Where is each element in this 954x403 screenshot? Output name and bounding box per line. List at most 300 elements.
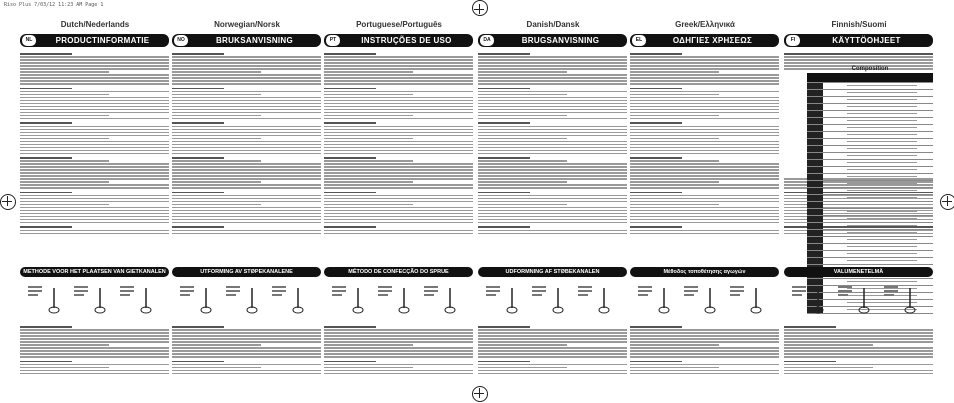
text-line (630, 201, 779, 202)
text-line (324, 370, 473, 371)
text-line (172, 172, 321, 173)
text-line (20, 187, 169, 188)
row-values-line (847, 218, 917, 219)
text-line (20, 115, 109, 116)
text-line (172, 329, 321, 330)
text-line (172, 230, 321, 231)
text-line (630, 126, 779, 127)
text-line (172, 91, 321, 92)
text-line (20, 198, 169, 199)
text-line (630, 112, 779, 113)
text-line (784, 364, 933, 365)
sprue-shape-icon (178, 284, 218, 314)
composition-row (807, 83, 933, 90)
text-line (172, 166, 321, 167)
text-line (20, 126, 169, 127)
text-line (478, 135, 627, 136)
text-line (172, 122, 224, 124)
text-line (172, 80, 321, 81)
text-line (478, 150, 627, 151)
text-line (630, 195, 779, 196)
body-text-block (20, 50, 169, 262)
row-values-line (847, 120, 917, 121)
language-bar (20, 20, 934, 32)
text-line (630, 115, 719, 116)
text-line (324, 219, 473, 220)
row-values-line (847, 127, 917, 128)
text-line (20, 91, 169, 92)
text-line (20, 157, 72, 159)
text-line (630, 367, 719, 368)
sprue-diagram (20, 280, 169, 320)
text-line (478, 338, 627, 339)
row-values-line (847, 197, 917, 198)
text-line (784, 329, 933, 330)
text-line (478, 344, 567, 345)
sprue-shape-icon (882, 284, 922, 314)
text-line (20, 204, 109, 205)
sprue-diagram (324, 280, 473, 320)
text-line (20, 153, 169, 154)
text-line (20, 353, 169, 354)
text-line (324, 338, 473, 339)
text-line (172, 364, 321, 365)
text-line (630, 83, 779, 84)
text-line (478, 115, 567, 116)
sprue-method-norwegian (172, 267, 321, 403)
text-line (478, 71, 567, 72)
sprue-diagram (630, 280, 779, 320)
text-line (478, 222, 627, 223)
text-line (20, 97, 169, 98)
sprue-instructions-text (478, 323, 627, 403)
text-line (324, 178, 473, 179)
text-line (20, 210, 169, 211)
text-line (172, 59, 321, 60)
row-label-block (807, 181, 823, 187)
text-line (478, 169, 627, 170)
composition-row (807, 237, 933, 244)
text-line (172, 112, 321, 113)
sprue-clip-figure (790, 284, 830, 314)
text-line (478, 226, 530, 228)
sprue-shape-icon (118, 284, 158, 314)
body-text-block (478, 50, 627, 262)
composition-row (807, 97, 933, 104)
text-line (172, 94, 261, 95)
composition-row (807, 160, 933, 167)
text-line (630, 172, 779, 173)
text-line (20, 226, 72, 228)
registration-circle-right (940, 194, 954, 210)
text-line (478, 132, 627, 133)
text-line (172, 335, 321, 336)
text-line (478, 175, 627, 176)
text-line (172, 103, 321, 104)
text-line (172, 135, 321, 136)
row-values-line (847, 260, 917, 261)
text-line (630, 97, 779, 98)
text-line (20, 341, 169, 342)
text-line (20, 88, 72, 90)
text-line (20, 53, 72, 55)
text-line (478, 126, 627, 127)
text-line (630, 71, 719, 72)
sprue-method-title: MÉTODO DE CONFECÇÃO DO SPRUE (324, 267, 473, 277)
text-line (20, 106, 169, 107)
composition-row (807, 90, 933, 97)
text-line (324, 126, 473, 127)
text-line (324, 77, 473, 78)
sprue-method-title: METHODE VOOR HET PLAATSEN VAN GIETKANALEN (20, 267, 169, 277)
text-line (478, 350, 627, 351)
text-line (478, 210, 627, 211)
text-line (630, 163, 779, 164)
sprue-method-title: VALUMENETELMÄ (784, 267, 933, 277)
text-line (172, 74, 321, 75)
sprue-clip-figure (330, 284, 370, 314)
text-line (172, 356, 321, 357)
composition-row (807, 111, 933, 118)
text-line (324, 172, 473, 173)
sprue-method-title: Μέθοδος τοποθέτησης αγωγών (630, 267, 779, 277)
section-title-bar (20, 34, 169, 47)
text-line (478, 112, 627, 113)
text-line (478, 347, 627, 348)
text-line (20, 175, 169, 176)
text-line (20, 59, 169, 60)
row-label-block (807, 90, 823, 96)
text-line (20, 338, 169, 339)
text-line (324, 341, 473, 342)
text-line (478, 65, 627, 66)
text-line (324, 109, 473, 110)
text-line (20, 329, 169, 330)
text-line (172, 141, 321, 142)
sprue-clip-figure (422, 284, 462, 314)
sprue-clip-figure (882, 284, 922, 314)
text-line (172, 132, 321, 133)
sprue-clip-figure (224, 284, 264, 314)
text-line (20, 332, 169, 333)
text-line (478, 59, 627, 60)
sprue-method-greek (630, 267, 779, 403)
text-line (630, 329, 779, 330)
text-line (324, 141, 473, 142)
text-line (630, 230, 779, 231)
text-line (20, 207, 169, 208)
text-line (630, 122, 682, 124)
text-line (478, 109, 627, 110)
text-line (478, 106, 627, 107)
text-line (630, 335, 779, 336)
text-line (630, 373, 779, 374)
language-label-norwegian: Norwegian/Norsk (214, 20, 280, 29)
text-line (324, 88, 376, 90)
text-line (324, 222, 473, 223)
text-line (172, 326, 224, 328)
text-line (630, 74, 779, 75)
text-line (478, 74, 627, 75)
text-line (20, 122, 72, 124)
text-line (20, 326, 72, 328)
text-line (324, 192, 376, 194)
text-line (478, 192, 530, 194)
language-label-portuguese: Portuguese/Português (356, 20, 442, 29)
text-line (630, 233, 779, 234)
sprue-instructions-text (20, 323, 169, 403)
composition-row (807, 181, 933, 188)
text-line (478, 329, 627, 330)
sprue-method-dutch (20, 267, 169, 403)
text-line (784, 56, 933, 57)
text-line (478, 144, 627, 145)
text-line (630, 181, 719, 182)
text-line (172, 109, 321, 110)
text-line (478, 91, 627, 92)
text-line (630, 65, 779, 66)
text-line (324, 135, 473, 136)
text-line (478, 219, 627, 220)
text-line (784, 344, 873, 345)
text-line (630, 207, 779, 208)
text-line (784, 373, 933, 374)
text-line (20, 364, 169, 365)
text-line (172, 219, 321, 220)
sprue-clip-figure (636, 284, 676, 314)
text-line (20, 65, 169, 66)
text-line (630, 160, 719, 161)
text-line (20, 195, 169, 196)
text-line (324, 68, 473, 69)
text-line (20, 222, 169, 223)
text-line (172, 169, 321, 170)
row-label-block (807, 83, 823, 89)
text-line (478, 361, 530, 363)
text-line (324, 329, 473, 330)
text-line (478, 62, 627, 63)
text-line (630, 80, 779, 81)
composition-table-title: Composition (851, 66, 889, 72)
text-line (324, 65, 473, 66)
text-line (630, 326, 682, 328)
text-line (630, 213, 779, 214)
text-line (324, 115, 413, 116)
text-line (172, 147, 321, 148)
text-line (478, 122, 530, 124)
text-line (20, 71, 109, 72)
text-line (324, 175, 473, 176)
sprue-shape-icon (72, 284, 112, 314)
text-line (172, 138, 261, 139)
sprue-shape-icon (224, 284, 264, 314)
text-line (324, 129, 473, 130)
composition-row (807, 188, 933, 195)
section-danish (478, 34, 627, 262)
text-line (172, 344, 261, 345)
sprue-clip-figure (836, 284, 876, 314)
text-line (630, 150, 779, 151)
text-line (20, 118, 169, 119)
sprue-clip-figure (118, 284, 158, 314)
text-line (784, 356, 933, 357)
sprue-shape-icon (836, 284, 876, 314)
row-values-line (847, 106, 917, 107)
text-line (172, 118, 321, 119)
text-line (630, 192, 682, 194)
text-line (324, 210, 473, 211)
text-line (20, 56, 169, 57)
sprue-shape-icon (422, 284, 462, 314)
text-line (20, 184, 169, 185)
composition-row (807, 167, 933, 174)
sprue-clip-figure (72, 284, 112, 314)
text-line (172, 126, 321, 127)
sprue-clip-figure (376, 284, 416, 314)
sprue-clip-figure (178, 284, 218, 314)
text-line (324, 83, 473, 84)
sprue-clip-figure (682, 284, 722, 314)
sprue-diagram (784, 280, 933, 320)
text-line (478, 201, 627, 202)
text-line (20, 100, 169, 101)
body-text-block (324, 50, 473, 262)
text-line (172, 65, 321, 66)
text-line (478, 364, 627, 365)
section-greek (630, 34, 779, 262)
language-badge: NL (22, 35, 36, 46)
text-line (630, 198, 779, 199)
text-line (20, 62, 169, 63)
body-text-block (172, 50, 321, 262)
text-line (172, 68, 321, 69)
text-line (630, 222, 779, 223)
row-label-block (807, 146, 823, 152)
row-label-block (807, 97, 823, 103)
text-line (784, 62, 933, 63)
text-line (172, 350, 321, 351)
body-text-block (630, 50, 779, 262)
text-line (630, 344, 719, 345)
row-values-line (847, 204, 917, 205)
sprue-method-danish (478, 267, 627, 403)
text-line (172, 157, 224, 159)
text-line (324, 53, 376, 55)
text-line (172, 106, 321, 107)
sprue-shape-icon (330, 284, 370, 314)
text-line (784, 332, 933, 333)
text-line (784, 367, 873, 368)
text-line (172, 226, 224, 228)
row-values-line (847, 141, 917, 142)
text-line (172, 361, 224, 363)
text-line (20, 135, 169, 136)
text-line (630, 68, 779, 69)
text-line (324, 198, 473, 199)
section-title: ΟΔΗΓΙΕΣ ΧΡΗΣΕΩΣ (672, 36, 753, 45)
section-title: KÄYTTÖOHJEET (832, 36, 901, 45)
composition-row (807, 104, 933, 111)
text-line (324, 207, 473, 208)
text-line (630, 178, 779, 179)
section-title-bar (630, 34, 779, 47)
language-label-dutch: Dutch/Nederlands (60, 20, 130, 29)
text-line (630, 53, 682, 55)
text-line (478, 216, 627, 217)
language-label-greek: Greek/Ελληνικά (675, 20, 735, 29)
text-line (630, 219, 779, 220)
text-line (324, 187, 473, 188)
text-line (172, 160, 261, 161)
row-values-line (847, 225, 917, 226)
composition-row (807, 216, 933, 223)
sprue-clip-figure (26, 284, 66, 314)
row-label-block (807, 132, 823, 138)
text-line (478, 335, 627, 336)
text-line (478, 370, 627, 371)
sprue-clip-figure (530, 284, 570, 314)
text-line (478, 332, 627, 333)
sprue-clip-figure (270, 284, 310, 314)
sprue-shape-icon (728, 284, 768, 314)
text-line (784, 361, 836, 363)
text-line (630, 204, 719, 205)
composition-row (807, 73, 933, 83)
row-values-line (847, 99, 917, 100)
row-values-line (847, 148, 917, 149)
text-line (324, 163, 473, 164)
composition-row (807, 223, 933, 230)
text-line (20, 367, 109, 368)
text-line (630, 364, 779, 365)
text-line (20, 109, 169, 110)
text-line (324, 138, 413, 139)
text-line (324, 103, 473, 104)
text-line (478, 233, 627, 234)
composition-row (807, 195, 933, 202)
text-line (324, 213, 473, 214)
sprue-shape-icon (576, 284, 616, 314)
text-line (172, 71, 261, 72)
sprue-method-title: UDFORMNING AF STØBEKANALEN (478, 267, 627, 277)
text-line (630, 109, 779, 110)
text-line (478, 138, 567, 139)
row-values-line (847, 176, 917, 177)
row-label-block (807, 251, 823, 257)
composition-row (807, 209, 933, 216)
row-label-block (807, 160, 823, 166)
text-line (478, 367, 567, 368)
text-line (630, 129, 779, 130)
text-line (20, 129, 169, 130)
text-line (20, 233, 169, 234)
text-line (324, 59, 473, 60)
row-label-block (807, 118, 823, 124)
sprue-method-finnish (784, 267, 933, 403)
text-line (324, 62, 473, 63)
text-line (324, 100, 473, 101)
composition-row (807, 244, 933, 251)
text-line (172, 100, 321, 101)
text-line (630, 347, 779, 348)
text-line (20, 132, 169, 133)
text-line (172, 178, 321, 179)
section-title: PRODUCTINFORMATIE (55, 36, 150, 45)
row-values-line (847, 113, 917, 114)
row-label-block (807, 237, 823, 243)
sprue-shape-icon (682, 284, 722, 314)
text-line (172, 192, 224, 194)
